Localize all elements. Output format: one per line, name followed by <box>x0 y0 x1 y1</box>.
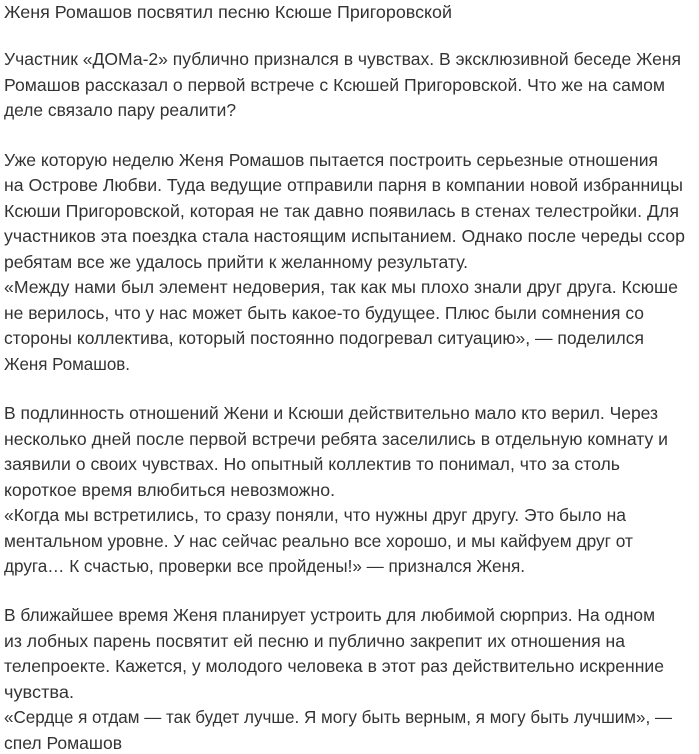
article-line: на Острове Любви. Туда ведущие отправили парня в компании новой избранницы <box>4 175 683 195</box>
article-line: телепроекте. Кажется, у молодого человека в этот раз действительно искренние <box>4 656 665 676</box>
article-line: стороны коллектива, который постоянно подогревал ситуацию», — поделился <box>4 328 644 348</box>
article-line: чувства. <box>4 682 74 702</box>
article-line: ребятам все же удалось прийти к желанному результату. <box>4 252 468 272</box>
article-line: Ксюши Пригоровской, которая не так давно появилась в стенах телестройки. Для <box>4 201 679 221</box>
article-line: деле связало пару реалити? <box>4 100 236 120</box>
article-line: не верилось, что у нас может быть какое-то будущее. Плюс были сомнения со <box>4 303 644 323</box>
article-line: заявили о своих чувствах. Но опытный коллектив то понимал, что за столь <box>4 454 621 474</box>
article-line: В ближайшее время Женя планирует устроить для любимой сюрприз. На одном <box>4 605 655 625</box>
article-line: Ромашов рассказал о первой встрече с Ксюшей Пригоровской. Что же на самом <box>4 75 665 95</box>
article-line: из лобных парень посвятит ей песню и публично закрепит их отношения на <box>4 631 625 651</box>
article-line: Женя Ромашов. <box>4 354 130 374</box>
article-line: несколько дней после первой встречи ребята заселились в отдельную комнату и <box>4 429 668 449</box>
article-line: В подлинность отношений Жени и Ксюши действительно мало кто верил. Через <box>4 403 658 423</box>
article-line: спел Ромашов <box>4 733 123 753</box>
article-line: ментальном уровне. У нас сейчас реально все хорошо, и мы кайфуем друг от <box>4 531 633 551</box>
article-line: «Между нами был элемент недоверия, так как мы плохо знали друг друга. Ксюше <box>4 277 678 297</box>
article-line: участников эта поездка стала настоящим испытанием. Однако после череды ссор <box>4 226 685 246</box>
article-line: друга… К счастью, проверки все пройдены!» — признался Женя. <box>4 556 525 576</box>
article-line: «Сердце я отдам — так будет лучше. Я могу быть верным, я могу быть лучшим», — <box>4 707 672 727</box>
article-line: Уже которую неделю Женя Ромашов пытается построить серьезные отношения <box>4 150 658 170</box>
article-title: Женя Ромашов посвятил песню Ксюше Пригоровской <box>4 2 453 22</box>
article-line: Участник «ДОМа-2» публично признался в чувствах. В эксклюзивной беседе Женя <box>4 49 681 69</box>
article-line: короткое время влюбиться невозможно. <box>4 480 335 500</box>
article-line: «Когда мы встретились, то сразу поняли, что нужны друг другу. Это было на <box>4 505 626 525</box>
